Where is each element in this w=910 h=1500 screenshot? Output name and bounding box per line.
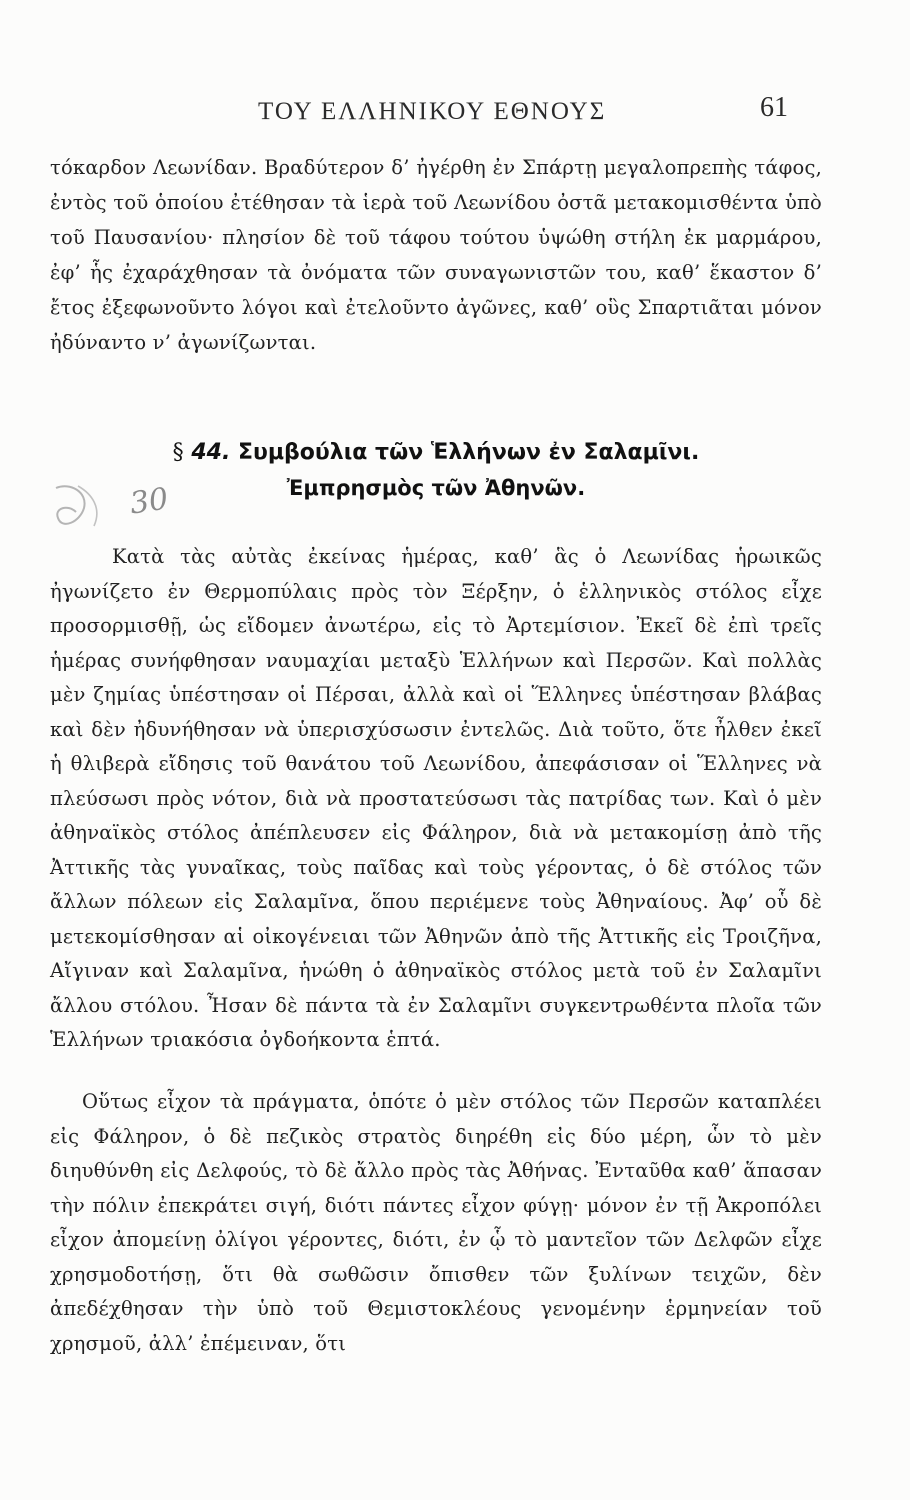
handwritten-note: 30 (127, 481, 171, 522)
section-mark: § (172, 440, 184, 465)
paragraph-2 (50, 540, 822, 1058)
paragraph-3-text: Οὕτως εἶχον τὰ πράγματα, ὁπότε ὁ μὲν στόλος τῶν Περσῶν καταπλέει εἰς Φάληρον, ὁ δὲ πεζικὸς στρατὸς διηρέθη εἰς δύο μέρη, ὧν τὸ μὲν διηυθύνθη εἰς Δελφούς, τὸ δὲ ἄλλο πρὸς τὰς Ἀθήνας. Ἐνταῦθα καθ’ ἅπασαν τὴν πόλιν ἐπεκράτει σιγή, διότι πάντες εἶχον φύγῃ· μόνον ἐν τῇ Ἀκροπόλει εἶχον ἀπομείνῃ ὀλίγοι γέροντες, διότι, ἐν ᾧ τὸ μαντεῖον τῶν Δελφῶν εἶχε χρησμοδοτήσῃ, ὅτι θὰ σωθῶσιν ὄπισθεν τῶν ξυλίνων τειχῶν, δὲν ἀπεδέχθησαν τὴν ὑπὸ τοῦ Θεμιστοκλέους γενομένην ἑρμηνείαν τοῦ χρησμοῦ, ἀλλ’ ἐπέμειναν, ὅτι (50, 1090, 822, 1355)
running-title: ΤΟΥ ΕΛΛΗΝΙΚΟΥ ΕΘΝΟΥΣ (258, 98, 607, 125)
paragraph-3 (50, 1085, 822, 1361)
paragraph-2-text: Κατὰ τὰς αὐτὰς ἐκείνας ἡμέρας, καθ’ ἃς ὁ Λεωνίδας ἡρωικῶς ἠγωνίζετο ἐν Θερμοπύλαις πρὸς τὸν Ξέρξην, ὁ ἑλληνικὸς στόλος εἶχε προσορμισθῇ, ὡς εἴδομεν ἀνωτέρω, εἰς τὸ Ἀρτεμίσιον. Ἐκεῖ δὲ ἐπὶ τρεῖς ἡμέρας συνήφθησαν ναυμαχίαι μεταξὺ Ἑλλήνων καὶ Περσῶν. Καὶ πολλὰς μὲν ζημίας ὑπέστησαν οἱ Πέρσαι, ἀλλὰ καὶ οἱ Ἕλληνες ὑπέστησαν βλάβας καὶ δὲν ἠδυνήθησαν νὰ ὑπερισχύσωσιν ἐντελῶς. Διὰ τοῦτο, ὅτε ἦλθεν ἐκεῖ ἡ θλιβερὰ εἴδησις τοῦ θανάτου τοῦ Λεωνίδου, ἀπεφάσισαν οἱ Ἕλληνες νὰ πλεύσωσι πρὸς νότον, διὰ νὰ προστατεύσωσι τὰς πατρίδας των. Καὶ ὁ μὲν ἀθηναϊκὸς στόλος ἀπέπλευσεν εἰς Φάληρον, διὰ νὰ μετακομίσῃ ἀπὸ τῆς Ἀττικῆς τὰς γυναῖκας, τοὺς παῖδας καὶ τοὺς γέροντας, ὁ δὲ στόλος τῶν ἄλλων πόλεων εἰς Σαλαμῖνα, ὅπου περιέμενε τοὺς Ἀθηναίους. Ἀφ’ οὗ δὲ μετεκομίσθησαν αἱ οἰκογένειαι τῶν Ἀθηνῶν ἀπὸ τῆς Ἀττικῆς εἰς Τροιζῆνα, Αἴγιναν καὶ Σαλαμῖνα, ἡνώθη ὁ ἀθηναϊκὸς στόλος μετὰ τοῦ ἐν Σαλαμῖνι ἄλλου στόλου. Ἦσαν δὲ πάντα τὰ ἐν Σαλαμῖνι συγκεντρωθέντα πλοῖα τῶν Ἑλλήνων τριακόσια ὀγδοήκοντα ἑπτά. (50, 545, 822, 1051)
section-heading (50, 440, 822, 465)
paragraph-1-text: τόκαρδον Λεωνίδαν. Βραδύτερον δ’ ἠγέρθη ἐν Σπάρτῃ μεγαλοπρεπὴς τάφος, ἐντὸς τοῦ ὁποίου ἐτέθησαν τὰ ἱερὰ τοῦ Λεωνίδου ὀστᾶ μετακομισθέντα ὑπὸ τοῦ Παυσανίου· πλησίον δὲ τοῦ τάφου τούτου ὑψώθη στήλη ἐκ μαρμάρου, ἐφ’ ἧς ἐχαράχθησαν τὰ ὀνόματα τῶν συναγωνιστῶν του, καθ’ ἕκαστον δ’ ἔτος ἐξεφωνοῦντο λόγοι καὶ ἐτελοῦντο ἀγῶνες, καθ’ οὓς Σπαρτιᾶται μόνον ἠδύναντο ν’ ἀγωνίζωνται. (50, 156, 822, 354)
section-number: 44. (191, 440, 231, 465)
section-title-line-2: Ἐμπρησμὸς τῶν Ἀθηνῶν. (286, 476, 586, 500)
section-title-line-1: Συμβούλια τῶν Ἑλλήνων ἐν Σαλαμῖνι. (237, 440, 700, 465)
ink-stain-mark (48, 478, 112, 538)
paragraph-1 (50, 150, 822, 360)
page-number: 61 (760, 92, 788, 123)
